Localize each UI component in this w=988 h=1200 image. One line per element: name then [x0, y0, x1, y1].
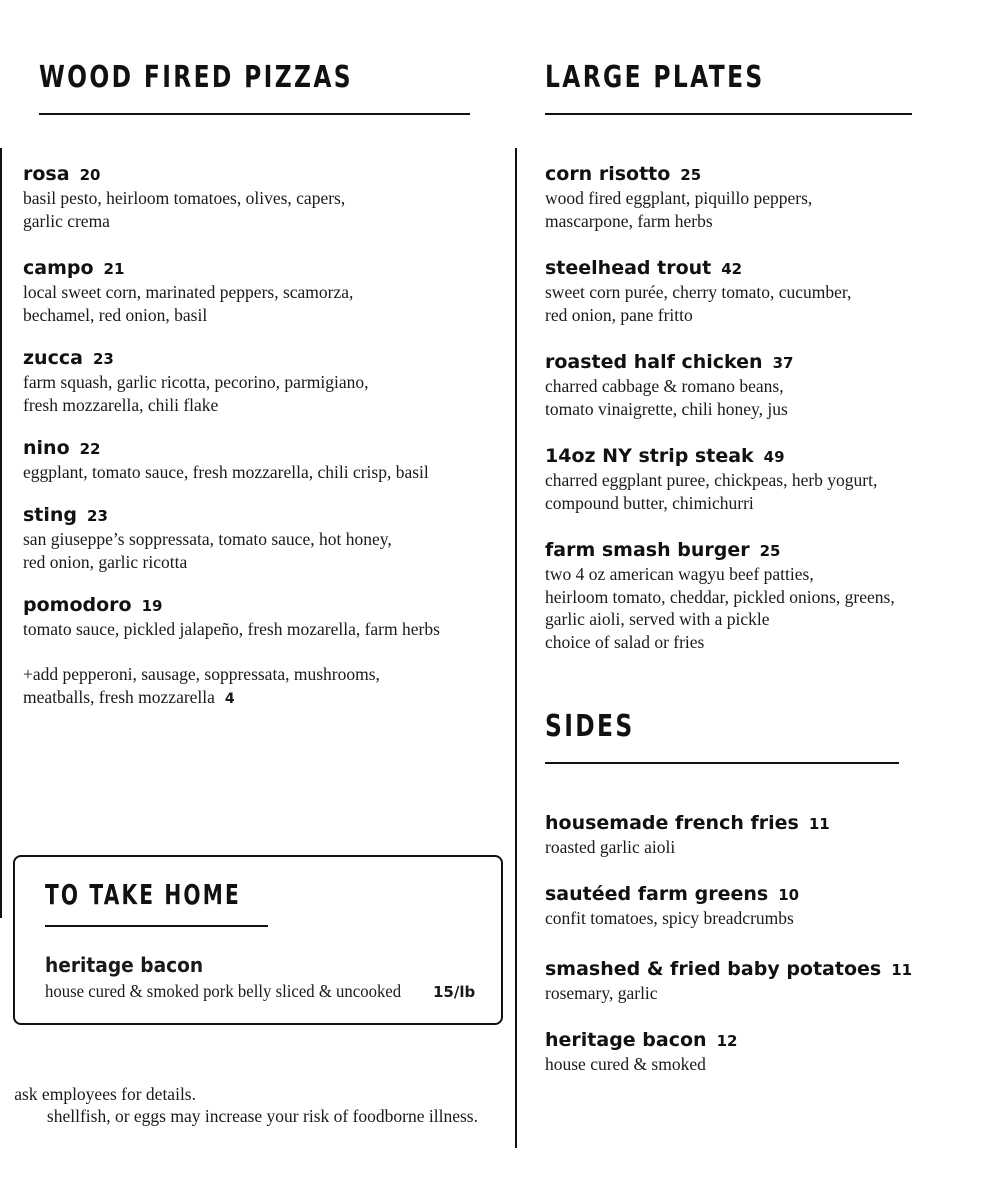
section-heading-large-plates: LARGE PLATES — [545, 60, 765, 95]
item-name: 14oz NY strip steak — [545, 445, 754, 467]
pizza-addon-note — [23, 662, 380, 710]
section-rule-large-plates — [545, 113, 912, 115]
item-description — [545, 187, 812, 232]
item-price: 10 — [778, 886, 800, 904]
menu-item-zucca — [23, 347, 369, 416]
item-title — [545, 812, 830, 835]
description-line: +add pepperoni, sausage, soppressata, mushrooms, — [23, 664, 380, 684]
item-price: 37 — [772, 354, 794, 372]
take-home-item-name: heritage bacon — [45, 953, 204, 977]
section-rule-sides — [545, 762, 899, 764]
item-price: 25 — [759, 542, 781, 560]
description-line: eggplant, tomato sauce, fresh mozzarella, chili crisp, basil — [23, 462, 429, 482]
addon-price: 4 — [224, 690, 235, 707]
item-description — [23, 187, 345, 232]
description-line: two 4 oz american wagyu beef patties, — [545, 564, 814, 584]
menu-item-roasted-half-chicken — [545, 351, 793, 420]
item-description — [545, 907, 799, 930]
item-description — [23, 371, 369, 416]
section-rule-take-home — [45, 925, 268, 927]
item-description — [545, 836, 830, 859]
take-home-item-description: house cured & smoked pork belly sliced & uncooked — [45, 981, 402, 1001]
item-title — [545, 351, 793, 374]
menu-item-sting — [23, 504, 392, 573]
menu-item-rosa — [23, 163, 345, 232]
item-name: steelhead trout — [545, 257, 712, 279]
item-price: 12 — [716, 1032, 738, 1050]
item-name: sting — [23, 504, 78, 526]
item-price: 22 — [79, 440, 101, 458]
description-line: local sweet corn, marinated peppers, scamorza, — [23, 282, 354, 302]
description-line — [23, 686, 380, 711]
description-line: sweet corn purée, cherry tomato, cucumber, — [545, 282, 852, 302]
description-line: roasted garlic aioli — [545, 837, 676, 857]
item-name: housemade french fries — [545, 812, 799, 834]
item-name: sautéed farm greens — [545, 883, 769, 905]
item-name: rosa — [23, 163, 70, 185]
item-name: smashed & fried baby potatoes — [545, 958, 882, 980]
menu-item-nino — [23, 437, 429, 484]
description-line: farm squash, garlic ricotta, pecorino, parmigiano, — [23, 372, 369, 392]
item-description — [23, 281, 353, 326]
item-description — [23, 461, 429, 484]
item-title — [23, 504, 392, 527]
description-line: compound butter, chimichurri — [545, 492, 754, 513]
description-line: rosemary, garlic — [545, 983, 658, 1003]
description-line: tomato sauce, pickled jalapeño, fresh mozarella, farm herbs — [23, 619, 440, 639]
item-title — [545, 1029, 737, 1052]
item-title — [545, 163, 812, 186]
item-price: 42 — [721, 260, 743, 278]
item-title — [23, 257, 353, 280]
description-line: fresh mozzarella, chili flake — [23, 394, 219, 415]
description-line: house cured & smoked — [545, 1054, 706, 1074]
item-name: zucca — [23, 347, 83, 369]
footnote-text: shellfish, or eggs may increase your risk of foodborne illness. — [46, 1106, 478, 1126]
item-name: corn risotto — [545, 163, 671, 185]
description-line: heirloom tomato, cheddar, pickled onions, greens, — [545, 586, 895, 607]
item-price: 19 — [141, 597, 163, 615]
description-line: garlic crema — [23, 210, 110, 231]
menu-item-steelhead-trout — [545, 257, 851, 326]
description-line: bechamel, red onion, basil — [23, 304, 208, 325]
menu-item-farm-greens — [545, 883, 799, 930]
addon-description — [23, 663, 380, 710]
menu-item-corn-risotto — [545, 163, 812, 232]
footnote-text: ask employees for details. — [14, 1084, 196, 1104]
item-title — [545, 883, 799, 906]
item-price: 11 — [808, 815, 830, 833]
item-name: roasted half chicken — [545, 351, 763, 373]
menu-item-heritage-bacon-side — [545, 1029, 737, 1076]
item-description — [545, 469, 877, 514]
description-line: red onion, garlic ricotta — [23, 551, 188, 572]
item-title — [23, 163, 345, 186]
item-name: campo — [23, 257, 94, 279]
item-price: 23 — [87, 507, 108, 525]
menu-item-french-fries — [545, 812, 830, 859]
menu-item-baby-potatoes — [545, 958, 912, 1005]
menu-item-pomodoro — [23, 594, 440, 641]
section-heading-sides: SIDES — [545, 709, 635, 744]
item-price: 25 — [680, 166, 702, 184]
description-line: mascarpone, farm herbs — [545, 210, 713, 231]
addon-text: meatballs, fresh mozzarella — [23, 686, 215, 707]
item-description — [23, 618, 440, 641]
item-price: 11 — [891, 961, 913, 979]
item-description — [545, 375, 793, 420]
item-price: 23 — [92, 350, 114, 368]
item-title — [545, 257, 851, 280]
description-line: charred eggplant puree, chickpeas, herb yogurt, — [545, 470, 878, 490]
section-heading-pizzas: WOOD FIRED PIZZAS — [39, 60, 353, 95]
item-title — [23, 347, 369, 370]
description-line: red onion, pane fritto — [545, 304, 693, 325]
item-name: farm smash burger — [545, 539, 750, 561]
menu-item-farm-smash-burger — [545, 539, 895, 653]
item-price: 20 — [79, 166, 101, 184]
description-line: confit tomatoes, spicy breadcrumbs — [545, 908, 794, 928]
item-title — [545, 539, 895, 562]
item-title — [23, 594, 440, 617]
item-description — [545, 281, 851, 326]
footnote-line — [0, 1083, 196, 1105]
description-line: garlic aioli, served with a pickle — [545, 609, 770, 629]
section-rule-pizzas — [39, 113, 470, 115]
description-line: choice of salad or fries — [545, 631, 705, 652]
item-description — [545, 1053, 737, 1076]
center-column-divider — [515, 148, 517, 1148]
description-line: wood fired eggplant, piquillo peppers, — [545, 188, 813, 208]
item-price: 21 — [103, 260, 125, 278]
description-line: san giuseppe’s soppressata, tomato sauce, hot honey, — [23, 529, 392, 549]
item-title — [545, 445, 877, 468]
description-line: tomato vinaigrette, chili honey, jus — [545, 398, 788, 419]
item-name: heritage bacon — [545, 1029, 707, 1051]
description-line: basil pesto, heirloom tomatoes, olives, capers, — [23, 188, 346, 208]
item-title — [545, 958, 912, 981]
item-description — [545, 563, 895, 653]
menu-item-campo — [23, 257, 353, 326]
item-price: 49 — [763, 448, 785, 466]
section-heading-take-home: TO TAKE HOME — [45, 878, 241, 911]
take-home-item-price: 15/lb — [433, 983, 476, 1001]
item-name: nino — [23, 437, 70, 459]
menu-item-strip-steak — [545, 445, 877, 514]
item-description — [23, 528, 392, 573]
item-description — [545, 982, 912, 1005]
item-title — [23, 437, 429, 460]
left-edge-divider — [0, 148, 2, 918]
footnote-line — [0, 1105, 478, 1127]
item-name: pomodoro — [23, 594, 132, 616]
description-line: charred cabbage & romano beans, — [545, 376, 784, 396]
